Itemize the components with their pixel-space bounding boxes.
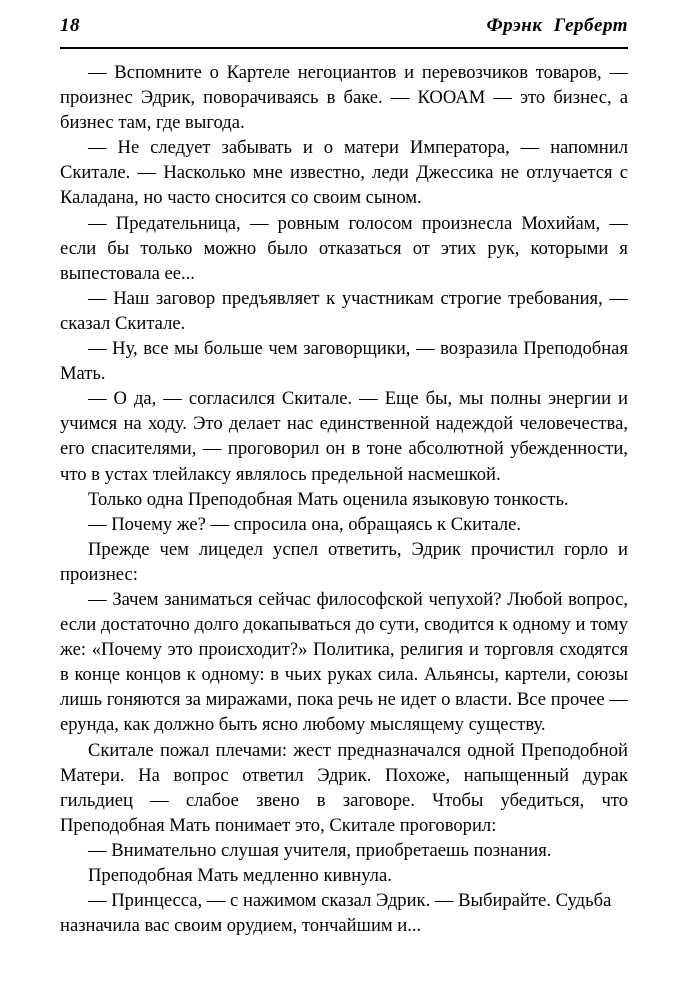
paragraph: Прежде чем лицедел успел ответить, Эдрик прочистил горло и произнес: bbox=[60, 538, 628, 585]
header-rule-divider bbox=[60, 47, 628, 49]
running-header bbox=[60, 14, 628, 38]
paragraph: — Вспомните о Картеле негоциантов и перевозчиков товаров, — произнес Эдрик, поворачиваясь в баке. — КООАМ — это бизнес, а бизнес там, где выгода. bbox=[60, 62, 628, 134]
paragraph: — Ну, все мы больше чем заговорщики, — возразила Преподобная Мать. bbox=[60, 338, 628, 385]
body-text-block bbox=[60, 60, 628, 938]
paragraph: — Не следует забывать и о матери Императора, — напомнил Скитале. — Насколько мне известно, леди Джессика не отлучается с Каладана, но часто сносится со своим сыном. bbox=[60, 137, 628, 209]
paragraph: — Внимательно слушая учителя, приобретаешь познания. bbox=[88, 839, 552, 861]
paragraph: — Принцесса, — с нажимом сказал Эдрик. — Выбирайте. Судьба назначила вас своим орудием, тончайшим и... bbox=[60, 890, 612, 937]
paragraph: — Почему же? — спросила она, обращаясь к Скитале. bbox=[88, 513, 522, 535]
page-number: 18 bbox=[60, 15, 80, 36]
paragraph: — Предательница, — ровным голосом произнесла Мохийам, — если бы только можно было отказаться от этих рук, которыми я выпестовала ее... bbox=[60, 212, 628, 284]
book-author-name: Фрэнк Герберт bbox=[486, 15, 628, 36]
paragraph: — О да, — согласился Скитале. — Еще бы, мы полны энергии и учимся на ходу. Это делает нас единственной надеждой человечества, его спасителями, — проговорил он в тоне абсолютной убежденности, что в устах тлейлаксу являлось предельной насмешкой. bbox=[60, 388, 628, 485]
paragraph: — Зачем заниматься сейчас философской чепухой? Любой вопрос, если достаточно долго докапываться до сути, сводится к одному и тому же: «Почему это происходит?» Политика, религия и торговля сходятся в конце концов к одному: в чьих руках сила. Альянсы, картели, союзы лишь гоняются за миражами, пока речь не идет о власти. Все прочее — ерунда, как должно быть ясно любому мыслящему существу. bbox=[60, 588, 628, 736]
paragraph: — Наш заговор предъявляет к участникам строгие требования, — сказал Скитале. bbox=[60, 287, 628, 334]
paragraph: Скитале пожал плечами: жест предназначался одной Преподобной Матери. На вопрос ответил Эдрик. Похоже, напыщенный дурак гильдиец — слабое звено в заговоре. Чтобы убедиться, что Преподобная Мать понимает это, Скитале проговорил: bbox=[60, 739, 628, 836]
paragraph: Только одна Преподобная Мать оценила языковую тонкость. bbox=[88, 488, 569, 510]
paragraph: Преподобная Мать медленно кивнула. bbox=[88, 865, 392, 886]
